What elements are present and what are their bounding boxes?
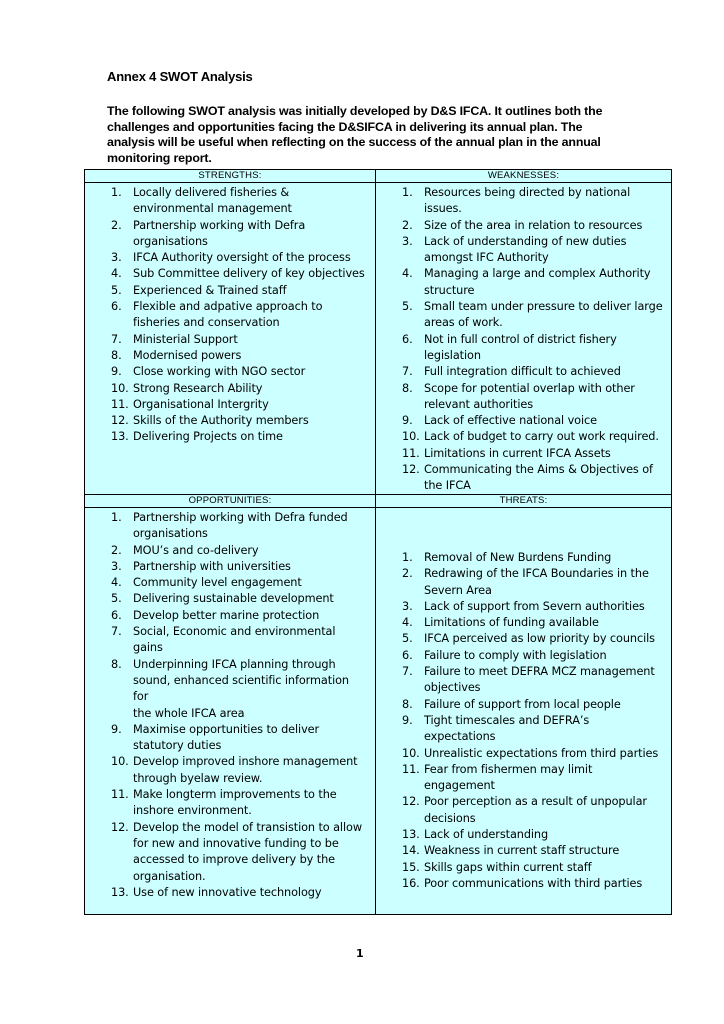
item-text: Use of new innovative technology bbox=[133, 885, 322, 899]
list-item bbox=[85, 315, 375, 331]
list-item bbox=[85, 852, 375, 868]
list-item bbox=[376, 250, 671, 266]
list-item bbox=[376, 876, 671, 892]
item-text: Communicating the Aims & Objectives of bbox=[424, 463, 653, 477]
item-text: Lack of budget to carry out work required. bbox=[424, 430, 659, 444]
item-number: 12. bbox=[402, 795, 420, 809]
list-item bbox=[376, 811, 671, 827]
list-item bbox=[85, 332, 375, 348]
list-item bbox=[85, 559, 375, 575]
item-text: Develop better marine protection bbox=[133, 608, 320, 622]
item-text: Weakness in current staff structure bbox=[424, 844, 620, 858]
item-number: 8. bbox=[111, 657, 122, 671]
item-text: Lack of support from Severn authorities bbox=[424, 599, 645, 613]
item-number: 3. bbox=[111, 251, 122, 265]
weaknesses-list bbox=[376, 185, 671, 495]
threats-list bbox=[376, 550, 671, 892]
item-number: 3. bbox=[402, 234, 413, 248]
item-number: 2. bbox=[402, 567, 413, 581]
opportunities-header: OPPORTUNITIES: bbox=[188, 495, 272, 506]
item-text: Skills gaps within current staff bbox=[424, 860, 592, 874]
item-number: 6. bbox=[111, 608, 122, 622]
item-text: through byelaw review. bbox=[133, 771, 263, 785]
item-text: engagement bbox=[424, 779, 495, 793]
list-item bbox=[85, 885, 375, 901]
item-number: 12. bbox=[111, 414, 129, 428]
item-text: Poor communications with third parties bbox=[424, 876, 643, 890]
annex-heading: Annex 4 SWOT Analysis bbox=[107, 69, 253, 84]
item-text: Scope for potential overlap with other bbox=[424, 381, 635, 395]
item-number: 7. bbox=[111, 332, 122, 346]
item-text: structure bbox=[424, 283, 475, 297]
item-text: Partnership working with Defra funded bbox=[133, 511, 348, 524]
threats-header: THREATS: bbox=[499, 495, 548, 506]
list-item bbox=[376, 843, 671, 859]
list-item bbox=[376, 185, 671, 201]
item-text: Limitations in current IFCA Assets bbox=[424, 446, 611, 460]
list-item bbox=[85, 543, 375, 559]
list-item bbox=[85, 510, 375, 526]
item-number: 4. bbox=[111, 267, 122, 281]
item-number: 3. bbox=[111, 559, 122, 573]
item-text: Maximise opportunities to deliver bbox=[133, 722, 320, 736]
list-item bbox=[85, 836, 375, 852]
list-item bbox=[376, 446, 671, 462]
page-number: 1 bbox=[356, 947, 364, 960]
item-text: issues. bbox=[424, 202, 462, 216]
item-text: amongst IFC Authority bbox=[424, 251, 549, 265]
item-number: 9. bbox=[402, 414, 413, 428]
item-number: 4. bbox=[111, 576, 122, 590]
item-text: Full integration difficult to achieved bbox=[424, 365, 621, 379]
item-text: Tight timescales and DEFRA’s expectations bbox=[424, 713, 590, 744]
item-number: 6. bbox=[111, 300, 122, 314]
item-text: accessed to improve delivery by the bbox=[133, 853, 336, 867]
list-item bbox=[376, 664, 671, 680]
list-item bbox=[376, 583, 671, 599]
list-item bbox=[85, 608, 375, 624]
item-number: 5. bbox=[402, 632, 413, 646]
item-text: statutory duties bbox=[133, 739, 222, 753]
item-text: areas of work. bbox=[424, 316, 503, 330]
item-number: 2. bbox=[111, 543, 122, 557]
item-text: objectives bbox=[424, 681, 481, 695]
item-text: Sub Committee delivery of key objectives bbox=[133, 267, 365, 281]
list-item bbox=[376, 413, 671, 429]
list-item bbox=[376, 697, 671, 713]
item-number: 7. bbox=[402, 365, 413, 379]
item-text: Partnership with universities bbox=[133, 559, 291, 573]
item-number: 1. bbox=[402, 186, 413, 199]
list-item bbox=[376, 299, 671, 315]
item-text: Small team under pressure to deliver large bbox=[424, 300, 663, 314]
list-item bbox=[376, 713, 671, 746]
item-text: Severn Area bbox=[424, 583, 492, 597]
item-text: Skills of the Authority members bbox=[133, 414, 309, 428]
item-text: MOU’s and co-delivery bbox=[133, 543, 259, 557]
list-item bbox=[85, 348, 375, 364]
item-number: 5. bbox=[111, 283, 122, 297]
item-number: 9. bbox=[402, 713, 413, 727]
list-item bbox=[85, 413, 375, 429]
list-item bbox=[376, 266, 671, 282]
item-text: Size of the area in relation to resources bbox=[424, 218, 643, 232]
item-text: Lack of understanding of new duties bbox=[424, 234, 627, 248]
item-text: Modernised powers bbox=[133, 348, 242, 362]
list-item bbox=[85, 575, 375, 591]
item-number: 8. bbox=[402, 697, 413, 711]
list-item bbox=[85, 738, 375, 754]
weaknesses-cell bbox=[376, 170, 671, 494]
list-item bbox=[376, 462, 671, 478]
item-number: 1. bbox=[111, 186, 122, 199]
list-item bbox=[376, 478, 671, 494]
item-number: 7. bbox=[111, 625, 122, 639]
list-item bbox=[85, 526, 375, 542]
item-text: Redrawing of the IFCA Boundaries in the bbox=[424, 567, 649, 581]
item-text: Delivering Projects on time bbox=[133, 430, 283, 444]
item-text: the IFCA bbox=[424, 479, 471, 493]
item-text: Resources being directed by national bbox=[424, 186, 631, 199]
item-text: Ministerial Support bbox=[133, 332, 238, 346]
list-item bbox=[85, 299, 375, 315]
list-item bbox=[376, 234, 671, 250]
item-text: IFCA perceived as low priority by councils bbox=[424, 632, 655, 646]
item-text: Organisational Intergrity bbox=[133, 397, 269, 411]
item-text: decisions bbox=[424, 811, 476, 825]
item-text: Flexible and adpative approach to bbox=[133, 300, 323, 314]
swot-table bbox=[84, 169, 672, 915]
list-item bbox=[85, 591, 375, 607]
item-number: 10. bbox=[402, 430, 420, 444]
list-item bbox=[376, 794, 671, 810]
list-item bbox=[85, 820, 375, 836]
strengths-list bbox=[85, 185, 375, 446]
item-number: 1. bbox=[402, 551, 413, 564]
list-item bbox=[376, 631, 671, 647]
item-text: the whole IFCA area bbox=[133, 706, 245, 720]
item-number: 13. bbox=[402, 828, 420, 842]
list-item bbox=[85, 706, 375, 722]
item-number: 6. bbox=[402, 648, 413, 662]
item-text: Removal of New Burdens Funding bbox=[424, 551, 612, 564]
intro-paragraph: The following SWOT analysis was initially developed by D&S IFCA. It outlines both the challenges and opportunities facing the D&SIFCA in delivering its annual plan. The analysis will be useful when reflecting on the success of the annual plan in the annual monitoring report. bbox=[107, 104, 603, 165]
item-text: organisations bbox=[133, 234, 208, 248]
strengths-header: STRENGTHS: bbox=[198, 170, 262, 181]
list-item bbox=[85, 397, 375, 413]
item-text: Fear from fishermen may limit bbox=[424, 762, 593, 776]
item-text: Underpinning IFCA planning through bbox=[133, 657, 336, 671]
list-item bbox=[376, 827, 671, 843]
list-item bbox=[376, 566, 671, 582]
item-text: Lack of effective national voice bbox=[424, 414, 597, 428]
item-number: 4. bbox=[402, 267, 413, 281]
item-text: for new and innovative funding to be bbox=[133, 836, 339, 850]
item-text: relevant authorities bbox=[424, 397, 533, 411]
item-text: Partnership working with Defra bbox=[133, 218, 306, 232]
opportunities-cell bbox=[85, 495, 375, 914]
item-text: Locally delivered fisheries & bbox=[133, 186, 290, 199]
item-text: Poor perception as a result of unpopular bbox=[424, 795, 647, 809]
list-item bbox=[376, 201, 671, 217]
item-number: 2. bbox=[111, 218, 122, 232]
list-item bbox=[376, 762, 671, 778]
list-item bbox=[376, 381, 671, 397]
list-item bbox=[85, 266, 375, 282]
opportunities-list bbox=[85, 510, 375, 901]
item-text: IFCA Authority oversight of the process bbox=[133, 251, 351, 265]
item-number: 5. bbox=[111, 592, 122, 606]
item-number: 11. bbox=[402, 446, 420, 460]
item-text: Social, Economic and environmental gains bbox=[133, 625, 336, 655]
item-number: 14. bbox=[402, 844, 420, 858]
list-item bbox=[85, 283, 375, 299]
list-item bbox=[85, 722, 375, 738]
item-text: Close working with NGO sector bbox=[133, 365, 306, 379]
list-item bbox=[376, 348, 671, 364]
list-item bbox=[85, 381, 375, 397]
item-text: organisations bbox=[133, 527, 208, 541]
list-item bbox=[376, 778, 671, 794]
list-item bbox=[85, 673, 375, 706]
list-item bbox=[85, 787, 375, 803]
list-item bbox=[376, 364, 671, 380]
item-number: 7. bbox=[402, 665, 413, 679]
item-number: 11. bbox=[402, 762, 420, 776]
item-text: organisation. bbox=[133, 869, 206, 883]
item-number: 12. bbox=[402, 463, 420, 477]
item-number: 12. bbox=[111, 820, 129, 834]
strengths-cell bbox=[85, 170, 375, 494]
list-item bbox=[85, 201, 375, 217]
item-text: Unrealistic expectations from third parties bbox=[424, 746, 659, 760]
item-text: Develop improved inshore management bbox=[133, 755, 358, 769]
item-text: Community level engagement bbox=[133, 576, 302, 590]
list-item bbox=[85, 218, 375, 234]
item-text: Limitations of funding available bbox=[424, 616, 599, 630]
list-item bbox=[85, 364, 375, 380]
list-item bbox=[376, 429, 671, 445]
list-item bbox=[376, 746, 671, 762]
item-number: 10. bbox=[111, 381, 129, 395]
item-number: 16. bbox=[402, 876, 420, 890]
list-item bbox=[85, 657, 375, 673]
item-text: Failure of support from local people bbox=[424, 697, 621, 711]
list-item bbox=[376, 397, 671, 413]
list-item bbox=[376, 860, 671, 876]
item-number: 13. bbox=[111, 885, 129, 899]
list-item bbox=[376, 315, 671, 331]
item-text: fisheries and conservation bbox=[133, 316, 280, 330]
list-item bbox=[376, 680, 671, 696]
item-text: legislation bbox=[424, 348, 481, 362]
item-text: Managing a large and complex Authority bbox=[424, 267, 651, 281]
item-text: Delivering sustainable development bbox=[133, 592, 334, 606]
item-text: sound, enhanced scientific information for bbox=[133, 673, 349, 704]
item-number: 5. bbox=[402, 300, 413, 314]
threats-cell bbox=[376, 495, 671, 914]
list-item bbox=[85, 771, 375, 787]
item-number: 2. bbox=[402, 218, 413, 232]
item-number: 8. bbox=[111, 348, 122, 362]
list-item bbox=[85, 185, 375, 201]
item-number: 15. bbox=[402, 860, 420, 874]
item-number: 10. bbox=[402, 746, 420, 760]
item-number: 10. bbox=[111, 755, 129, 769]
list-item bbox=[85, 234, 375, 250]
list-item bbox=[376, 648, 671, 664]
item-text: Make longterm improvements to the bbox=[133, 788, 337, 802]
list-item bbox=[376, 615, 671, 631]
list-item bbox=[85, 250, 375, 266]
item-number: 11. bbox=[111, 788, 129, 802]
item-text: Failure to comply with legislation bbox=[424, 648, 607, 662]
item-number: 13. bbox=[111, 430, 129, 444]
item-text: Develop the model of transistion to allow bbox=[133, 820, 362, 834]
item-number: 9. bbox=[111, 365, 122, 379]
list-item bbox=[85, 624, 375, 657]
item-text: environmental management bbox=[133, 202, 292, 216]
item-number: 3. bbox=[402, 599, 413, 613]
item-text: Strong Research Ability bbox=[133, 381, 263, 395]
item-text: inshore environment. bbox=[133, 804, 252, 818]
weaknesses-header: WEAKNESSES: bbox=[487, 170, 560, 181]
item-number: 1. bbox=[111, 511, 122, 524]
item-number: 11. bbox=[111, 397, 129, 411]
list-item bbox=[376, 550, 671, 566]
list-item bbox=[85, 754, 375, 770]
list-item bbox=[376, 218, 671, 234]
item-text: Lack of understanding bbox=[424, 828, 549, 842]
list-item bbox=[376, 332, 671, 348]
item-text: Failure to meet DEFRA MCZ management bbox=[424, 665, 655, 679]
list-item bbox=[376, 599, 671, 615]
list-item bbox=[376, 283, 671, 299]
item-number: 8. bbox=[402, 381, 413, 395]
item-text: Experienced & Trained staff bbox=[133, 283, 287, 297]
item-number: 4. bbox=[402, 616, 413, 630]
list-item bbox=[85, 429, 375, 445]
item-number: 9. bbox=[111, 722, 122, 736]
item-number: 6. bbox=[402, 332, 413, 346]
list-item bbox=[85, 803, 375, 819]
list-item bbox=[85, 869, 375, 885]
item-text: Not in full control of district fishery bbox=[424, 332, 617, 346]
